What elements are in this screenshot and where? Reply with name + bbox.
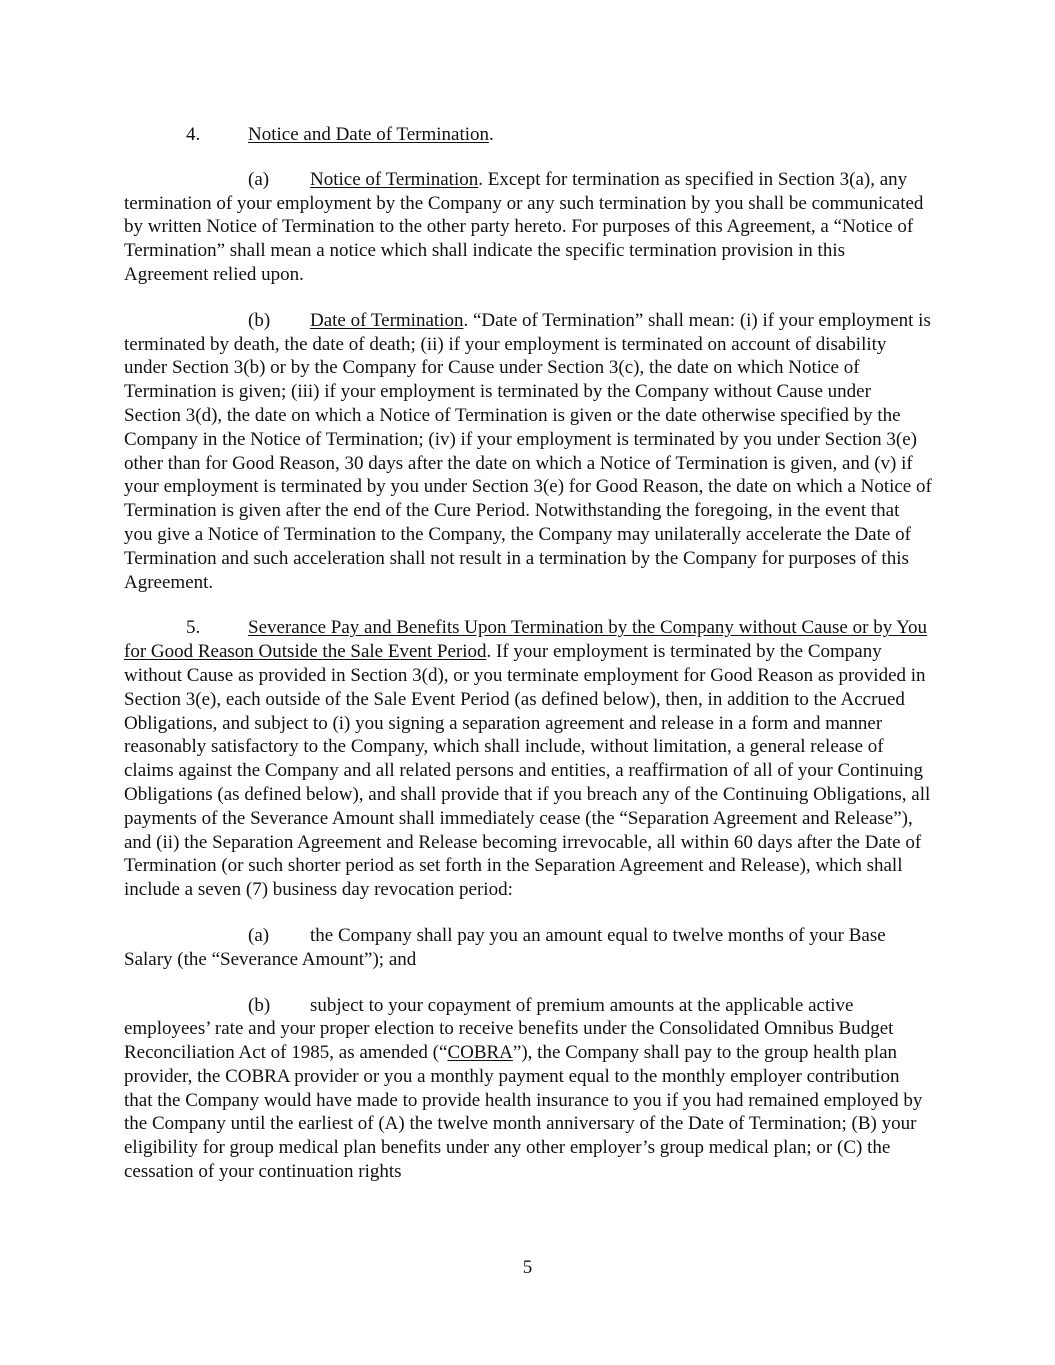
section-4-title: Notice and Date of Termination (248, 124, 490, 145)
section-5b-text-after: ”), the Company shall pay to the group health plan provider, the COBRA provider or you a monthly payment equal to the monthly employer contribution that the Company would have made to provide health insurance to you if you had remained employed by the Company until the earliest of (A) the twelve month anniversary of the Date of Termination; (B) your eligibility for group medical plan benefits under any other employer’s group medical plan; or (C) the cessation of your continuation rights (124, 1042, 923, 1183)
section-5-number: 5. (186, 617, 201, 639)
section-4a-title: Notice of Termination (310, 168, 479, 190)
section-4a-paragraph (124, 168, 932, 287)
section-5-paragraph (124, 616, 932, 902)
section-5b-text-before: subject to your copayment of premium amounts at the applicable active employees’ rate and your proper election to receive benefits under the Consolidated Omnibus Budget Reconciliation Act of 1985, as amended (“ (124, 994, 894, 1064)
section-4b-label: (b) (248, 309, 271, 331)
section-4-title-period: . (489, 124, 494, 145)
section-4-number: 4. (186, 124, 201, 145)
section-5a-label: (a) (248, 924, 270, 946)
section-4a-text: . Except for termination as specified in Section 3(a), any termination of your employment by the Company or any such termination by you shall be communicated by written Notice of Termination to the other party hereto. For purposes of this Agreement, a “Notice of Termination” shall mean a notice which shall indicate the specific termination provision in this Agreement relied upon. (124, 168, 924, 285)
section-4a-label: (a) (248, 168, 270, 190)
section-5-title: Severance Pay and Benefits Upon Termination by the Company without Cause or by You for Good Reason Outside the Sale Event Period (124, 617, 928, 663)
section-5b-paragraph (124, 994, 932, 1184)
section-4-heading (124, 123, 932, 147)
document-page (124, 123, 932, 1206)
section-5a-text: the Company shall pay you an amount equal to twelve months of your Base Salary (the “Severance Amount”); and (124, 924, 886, 970)
section-5b-label: (b) (248, 994, 271, 1016)
section-5a-paragraph (124, 924, 932, 972)
section-4b-text: . “Date of Termination” shall mean: (i) if your employment is terminated by death, the date of death; (ii) if your employment is terminated on account of disability under Section 3(b) or by the Company for Cause under Section 3(c), the date on which Notice of Termination is given; (iii) if your employment is terminated by the Company without Cause under Section 3(d), the date on which a Notice of Termination is given or the date otherwise specified by the Company in the Notice of Termination; (iv) if your employment is terminated by you under Section 3(e) other than for Good Reason, 30 days after the date on which a Notice of Termination is given, and (v) if your employment is terminated by you under Section 3(e) for Good Reason, the date on which a Notice of Termination is given after the end of the Cure Period. Notwithstanding the foregoing, in the event that you give a Notice of Termination to the Company, the Company may unilaterally accelerate the Date of Termination and such acceleration shall not result in a termination by the Company for purposes of this Agreement. (124, 309, 932, 593)
section-4b-title: Date of Termination (310, 309, 464, 331)
page-number: 5 (522, 1257, 533, 1278)
section-5b-cobra-term: COBRA (447, 1042, 513, 1064)
section-4b-paragraph (124, 309, 932, 595)
section-5-text: . If your employment is terminated by the Company without Cause as provided in Section 3(d), or you terminate employment for Good Reason as provided in Section 3(e), each outside of the Sale Event Period (as defined below), then, in addition to the Accrued Obligations, and subject to (i) you signing a separation agreement and release in a form and manner reasonably satisfactory to the Company, which shall include, without limitation, a general release of claims against the Company and all related persons and entities, a reaffirmation of all of your Continuing Obligations (as defined below), and shall provide that if you breach any of the Continuing Obligations, all payments of the Severance Amount shall immediately cease (the “Separation Agreement and Release”), and (ii) the Separation Agreement and Release becoming irrevocable, all within 60 days after the Date of Termination (or such shorter period as set forth in the Separation Agreement and Release), which shall include a seven (7) business day revocation period: (124, 641, 931, 901)
